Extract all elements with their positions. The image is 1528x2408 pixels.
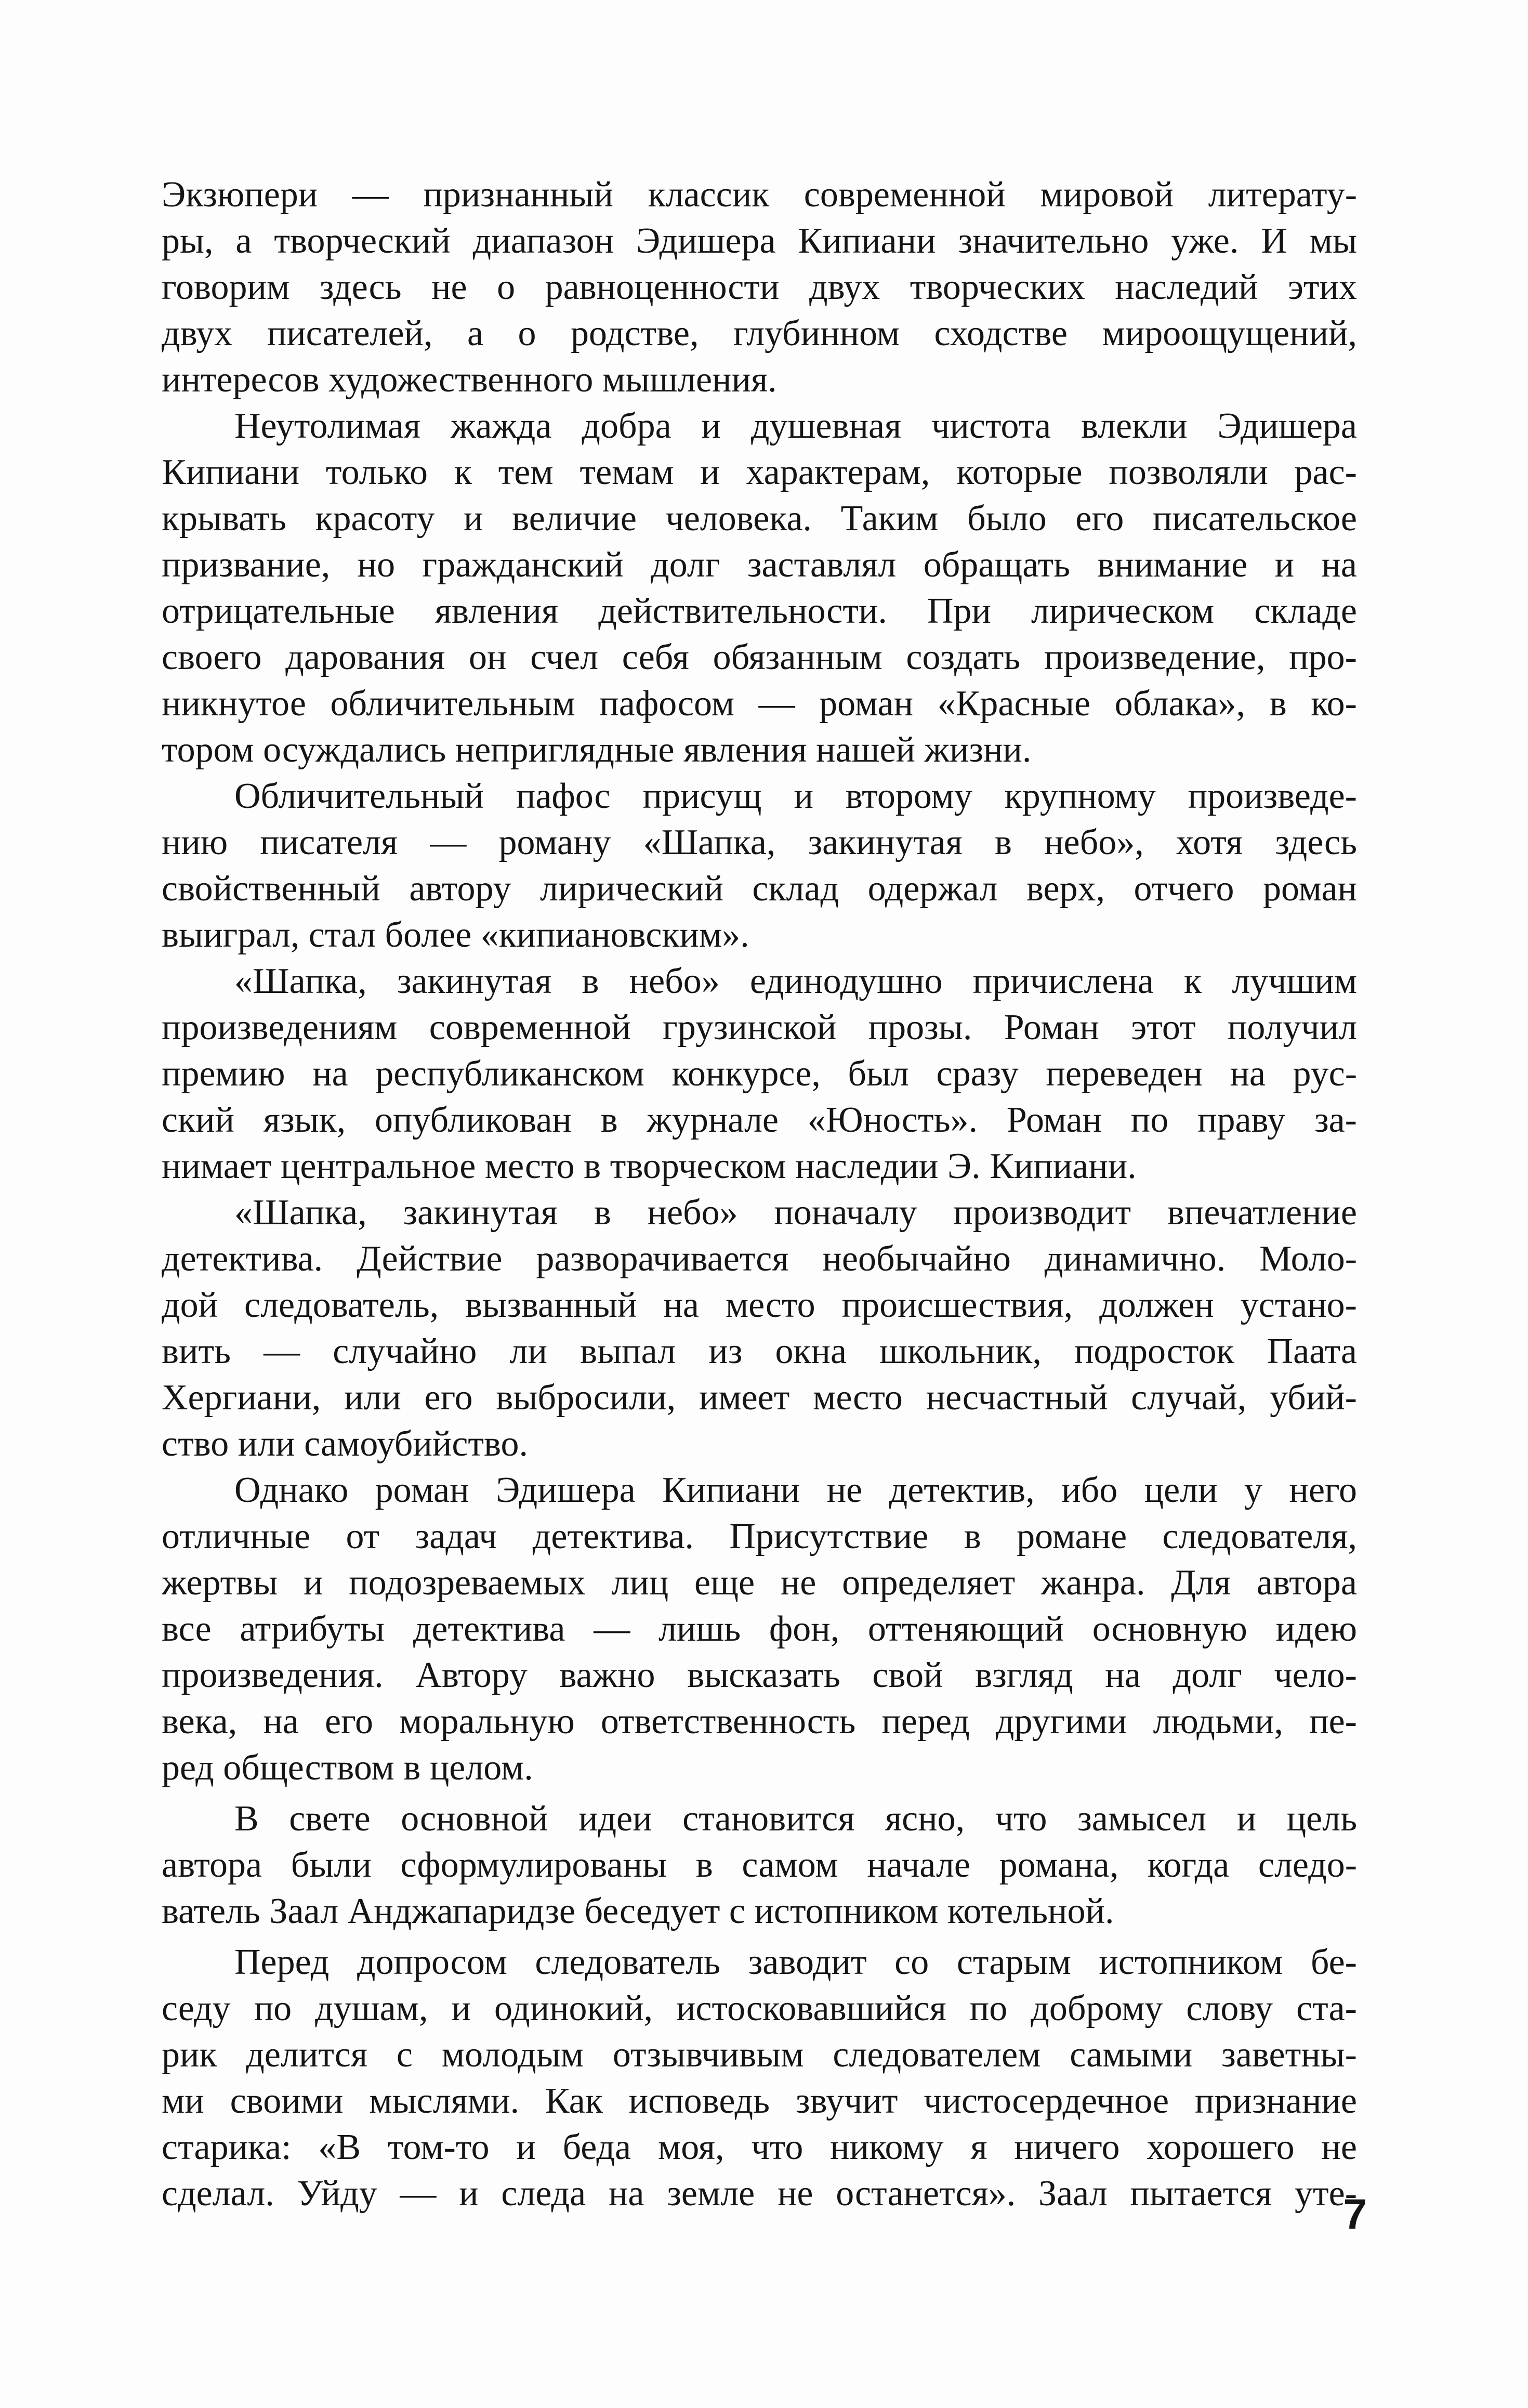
text-line: свойственный автору лирический склад одержал верх, отчего роман — [162, 869, 1357, 909]
text-line: произведения. Автору важно высказать свой взгляд на долг чело- — [162, 1655, 1357, 1695]
page-number: 7 — [1343, 2191, 1367, 2238]
text-line: все атрибуты детектива — лишь фон, оттеняющий основную идею — [162, 1609, 1357, 1649]
text-line: крывать красоту и величие человека. Таким было его писательское — [162, 499, 1357, 539]
text-line: никнутое обличительным пафосом — роман «Красные облака», в ко- — [162, 684, 1357, 724]
body-text — [162, 172, 1357, 2214]
text-line: тором осуждались неприглядные явления нашей жизни. — [162, 730, 1032, 770]
text-line: ред обществом в целом. — [162, 1748, 533, 1788]
text-line: отрицательные явления действительности. При лирическом складе — [162, 591, 1357, 631]
text-line: вить — случайно ли выпал из окна школьник, подросток Паата — [162, 1331, 1357, 1371]
text-line: седу по душам, и одинокий, истосковавшийся по доброму слову ста- — [162, 1988, 1357, 2029]
paragraph-first-line: Обличительный пафос присущ и второму крупному произведе- — [234, 776, 1357, 816]
text-line: ский язык, опубликован в журнале «Юность». Роман по праву за- — [162, 1100, 1357, 1140]
text-line: выиграл, стал более «кипиановским». — [162, 915, 749, 955]
text-line: старика: «В том-то и беда моя, что никому я ничего хорошего не — [162, 2127, 1357, 2167]
paragraph-first-line: Неутолимая жажда добра и душевная чистота влекли Эдишера — [234, 406, 1357, 446]
text-line: века, на его моральную ответственность перед другими людьми, пе- — [162, 1702, 1357, 1742]
text-line: дой следователь, вызванный на место происшествия, должен устано- — [162, 1285, 1357, 1325]
paragraph-first-line: «Шапка, закинутая в небо» поначалу производит впечатление — [234, 1193, 1357, 1233]
text-line: ми своими мыслями. Как исповедь звучит чистосердечное признание — [162, 2081, 1357, 2121]
text-line: сделал. Уйду — и следа на земле не останется». Заал пытается уте- — [162, 2174, 1357, 2214]
text-line: нию писателя — роману «Шапка, закинутая в небо», хотя здесь — [162, 822, 1357, 862]
text-line: детектива. Действие разворачивается необычайно динамично. Моло- — [162, 1239, 1357, 1279]
text-line: говорим здесь не о равноценности двух творческих наследий этих — [162, 267, 1357, 307]
text-line: отличные от задач детектива. Присутствие в романе следователя, — [162, 1516, 1357, 1556]
text-line: Кипиани только к тем темам и характерам, которые позволяли рас- — [162, 452, 1357, 492]
text-line: двух писателей, а о родстве, глубинном сходстве мироощущений, — [162, 313, 1357, 354]
paragraph-first-line: В свете основной идеи становится ясно, что замысел и цель — [234, 1799, 1357, 1839]
text-line: ватель Заал Анджапаридзе беседует с истопником котельной. — [162, 1891, 1114, 1931]
paragraph-first-line: Однако роман Эдишера Кипиани не детектив, ибо цели у него — [234, 1470, 1357, 1510]
paragraph-first-line: «Шапка, закинутая в небо» единодушно причислена к лучшим — [234, 961, 1357, 1001]
text-line: Хергиани, или его выбросили, имеет место несчастный случай, убий- — [162, 1378, 1357, 1418]
text-line: ры, а творческий диапазон Эдишера Кипиани значительно уже. И мы — [162, 221, 1357, 261]
text-line: ство или самоубийство. — [162, 1424, 529, 1464]
paragraph-first-line: Перед допросом следователь заводит со старым истопником бе- — [234, 1942, 1357, 1982]
text-line: нимает центральное место в творческом наследии Э. Кипиани. — [162, 1146, 1137, 1186]
text-line: премию на республиканском конкурсе, был сразу переведен на рус- — [162, 1054, 1357, 1094]
text-line: рик делится с молодым отзывчивым следователем самыми заветны- — [162, 2035, 1357, 2075]
text-line: автора были сформулированы в самом начале романа, когда следо- — [162, 1845, 1357, 1885]
text-line: произведениям современной грузинской прозы. Роман этот получил — [162, 1007, 1357, 1048]
text-line: своего дарования он счел себя обязанным создать произведение, про- — [162, 637, 1357, 677]
text-line: жертвы и подозреваемых лиц еще не определяет жанра. Для автора — [162, 1563, 1357, 1603]
text-line: призвание, но гражданский долг заставлял обращать внимание и на — [162, 545, 1357, 585]
text-line: интересов художественного мышления. — [162, 360, 777, 400]
paragraph-first-line: Экзюпери — признанный классик современной мировой литерату- — [162, 175, 1357, 215]
